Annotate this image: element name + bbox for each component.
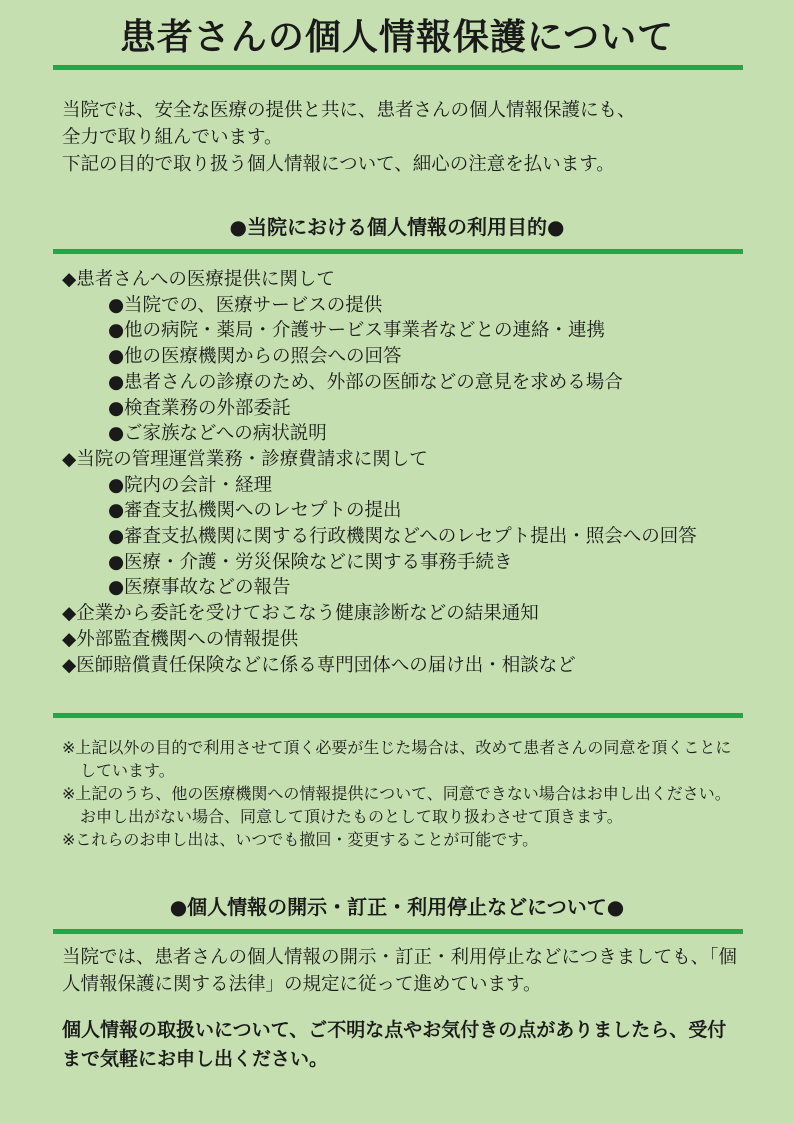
bullet-icon: ● [108, 346, 125, 368]
purpose-item [62, 318, 752, 344]
bullet-icon: ● [108, 320, 125, 342]
purpose-heading-rule [53, 249, 743, 254]
purpose-item [62, 421, 752, 447]
purpose-group-label: ◆企業から委託を受けておこなう健康診断などの結果通知 [62, 603, 539, 625]
bullet-icon: ● [108, 294, 125, 316]
purpose-item-text: 医療・介護・労災保険などに関する事務手続き [124, 551, 513, 573]
bullet-icon: ● [108, 423, 125, 445]
purpose-item-text: 検査業務の外部委託 [124, 397, 291, 419]
purpose-group-label: ◆外部監査機関への情報提供 [62, 628, 299, 650]
bullet-icon: ● [108, 397, 125, 419]
closing-text: 個人情報の取扱いについて、ご不明な点やお気付きの点がありましたら、受付まで気軽にお申し出ください。 [62, 1019, 727, 1070]
purpose-item [62, 498, 752, 524]
purpose-item [62, 293, 752, 319]
purpose-item [62, 473, 752, 499]
purpose-item-text: 他の病院・薬局・介護サービス事業者などとの連絡・連携 [124, 320, 606, 342]
purpose-group-label: ◆当院の管理運営業務・診療費請求に関して [62, 448, 428, 470]
bullet-icon: ● [108, 577, 125, 599]
notes [62, 736, 732, 851]
purpose-item-text: ご家族などへの病状説明 [124, 423, 327, 445]
page-title: 患者さんの個人情報保護について [119, 17, 675, 58]
purpose-item [62, 396, 752, 422]
purpose-group-label: ◆医師賠償責任保険などに係る専門団体への届け出・相談など [62, 654, 576, 676]
purpose-item-text: 審査支払機関に関する行政機関などへのレセプト提出・照会への回答 [124, 526, 697, 548]
purpose-item [62, 575, 752, 601]
title-underline [53, 65, 743, 70]
intro-line: 下記の目的で取り扱う個人情報について、細心の注意を払います。 [62, 154, 615, 175]
purpose-item [62, 370, 752, 396]
purpose-item-text: 院内の会計・経理 [124, 474, 273, 496]
intro-line: 全力で取り組んでいます。 [62, 127, 283, 148]
purpose-item [62, 550, 752, 576]
bullet-icon: ● [108, 474, 125, 496]
note-item: ※これらのお申し出は、いつでも撤回・変更することが可能です。 [62, 830, 539, 849]
purpose-heading: ●当院における個人情報の利用目的● [229, 215, 565, 239]
note-item: ※上記のうち、他の医療機関への情報提供について、同意できない場合はお申し出ください。お申し出がない場合、同意して頂けたものとして取り扱わさせて頂きます。 [62, 784, 731, 826]
bullet-icon: ● [108, 526, 125, 548]
purpose-item [62, 344, 752, 370]
disclosure-heading: ●個人情報の開示・訂正・利用停止などについて● [169, 895, 625, 919]
purpose-list [62, 267, 752, 678]
purpose-item-text: 当院での、医療サービスの提供 [124, 294, 383, 316]
intro-line: 当院では、安全な医療の提供と共に、患者さんの個人情報保護にも、 [62, 100, 636, 121]
intro-text [62, 97, 752, 178]
note-item: ※上記以外の目的で利用させて頂く必要が生じた場合は、改めて患者さんの同意を頂くことにしています。 [62, 738, 732, 780]
purpose-group-label: ◆患者さんへの医療提供に関して [62, 269, 335, 290]
purpose-item-text: 患者さんの診療のため、外部の医師などの意見を求める場合 [124, 371, 623, 393]
list-bottom-rule [53, 713, 743, 718]
bullet-icon: ● [108, 551, 125, 573]
bullet-icon: ● [108, 500, 125, 522]
purpose-item-text: 医療事故などの報告 [124, 577, 291, 599]
disclosure-body: 当院では、患者さんの個人情報の開示・訂正・利用停止などにつきましても、「個人情報保護に関する法律」の規定に従って進めています。 [62, 947, 737, 995]
purpose-item-text: 他の医療機関からの照会への回答 [124, 346, 402, 368]
bullet-icon: ● [108, 371, 125, 393]
purpose-item [62, 524, 752, 550]
purpose-item-text: 審査支払機関へのレセプトの提出 [124, 500, 402, 522]
disclosure-heading-rule [53, 929, 743, 934]
